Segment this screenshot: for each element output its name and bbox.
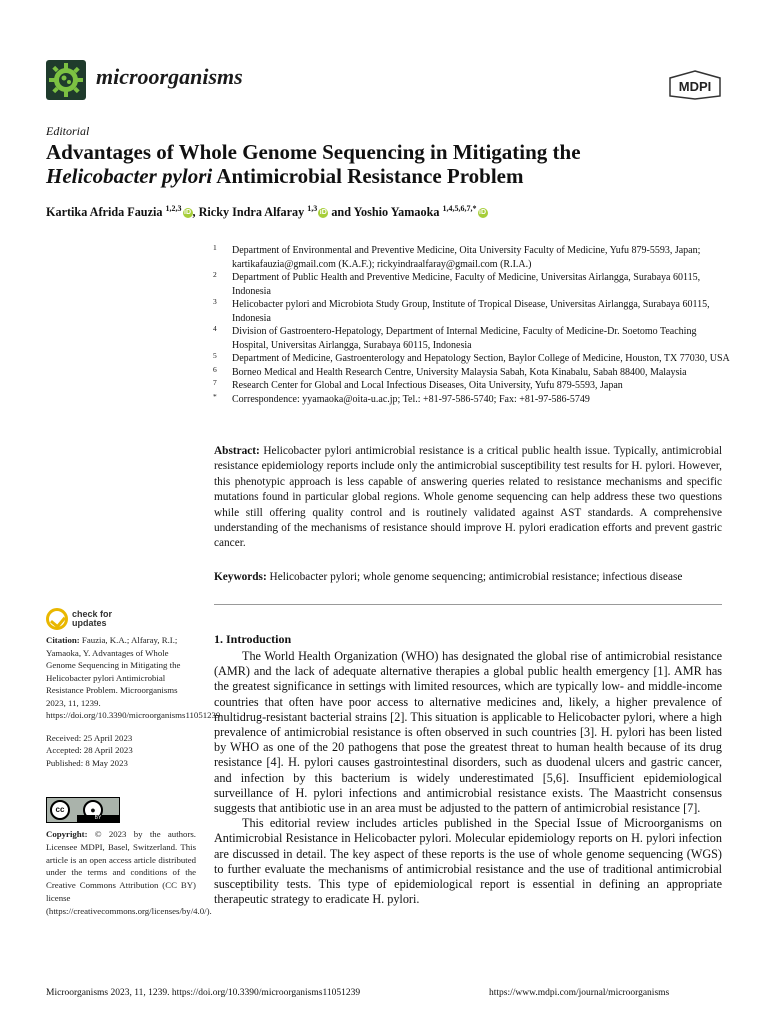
- author-separator: and: [328, 205, 354, 220]
- article-type: Editorial: [46, 124, 90, 138]
- citation-block: [46, 634, 221, 769]
- author-name[interactable]: Kartika Afrida Fauzia: [46, 205, 163, 220]
- affiliation-item: [210, 393, 730, 407]
- intro-paragraph-2: This editorial review includes articles published in the Special Issue of Microorganisms on Antimicrobial Resistance in Helicobacter pylori. Molecular epidemiology reports on H. pylori infection are discussed in detail. The key aspect of these reports is the use of whole genome sequencing (WGS) to further evaluate the mechanisms of antimicrobial resistance and the use of traditional antimicrobial susceptibility tests. This type of epidemiological report is essential in defining an appropriate therapeutic strategy to eradicate H. pylori.: [214, 816, 722, 907]
- affiliation-item: [210, 352, 730, 366]
- intro-paragraph-1: The World Health Organization (WHO) has designated the global rise of antimicrobial resistance (AMR) and the lack of adequate alternative therapies a global public health emergency [1]. AMR has the greatest significance in settings with limited resources, which are typically low- and middle-income countries that often have poor access to alternative medicines and, likely, a higher prevalence of multidrug-resistant bacterial strains [2]. This situation is applicable to Helicobacter pylori, where a high prevalence of antimicrobial resistance is often observed in such countries [3]. H. pylori has been listed by WHO as one of the 20 pathogens that pose the greatest threat to human health because of its drug resistance [4]. H. pylori causes gastrointestinal disorders, such as duodenal ulcers and gastric cancer, and infection by this bacterium is widely underestimated [5,6]. Insufficient epidemiological surveillance of H. pylori infections and antimicrobial resistance exists. The Maastricht consensus suggests that antibiotic use in an area must be adjusted to the pattern of antimicrobial resistance [7].: [214, 649, 722, 816]
- copyright-block: [46, 828, 212, 918]
- affiliation-number: 3: [213, 297, 217, 306]
- publisher-name: MDPI: [678, 79, 712, 94]
- affiliation-item: [210, 379, 730, 393]
- author-affil-sup: 1,3: [307, 204, 318, 213]
- intro-body: [214, 649, 722, 907]
- affiliation-number: *: [213, 391, 217, 401]
- copyright-text: © 2023 by the authors. Licensee MDPI, Basel, Switzerland. This article is an open access article distributed under the terms and conditions of the Creative Commons Attribution (CC BY) license (https://creativecommons.org/licenses/by/4.0/).: [46, 829, 212, 916]
- accepted-date: Accepted: 28 April 2023: [46, 745, 133, 755]
- author-separator: ,: [192, 205, 199, 220]
- affiliation-text: Correspondence: yyamaoka@oita-u.ac.jp; Tel.: +81-97-586-5740; Fax: +81-97-586-5749: [232, 393, 590, 405]
- keywords-label: Keywords:: [214, 571, 267, 583]
- affiliation-text: Department of Environmental and Preventive Medicine, Oita University Faculty of Medicine, Yufu 879-5593, Japan; kartikafauzia@gmail.com (K.A.F.); rickyindraalfaray@gmail.com (R.I.A.): [232, 245, 701, 270]
- abstract-text: Helicobacter pylori antimicrobial resistance is a critical public health issue. Typically, antimicrobial resistance epidemiology reports include only the antimicrobial susceptibility test results for H. pylori. However, this phenotypic approach is less capable of answering queries related to resistance mechanisms and specific mutations found in particular global regions. Whole genome sequencing can help address these two questions while still offering quality control and is routinely validated against AST standards. A comprehensive understanding of the mechanisms of resistance should improve H. pylori eradication efforts and prevent gastric cancer.: [214, 445, 722, 550]
- abstract: [214, 444, 722, 552]
- title-italic: Helicobacter pylori: [46, 164, 213, 188]
- received-date: Received: 25 April 2023: [46, 732, 133, 743]
- orcid-icon[interactable]: iD: [184, 209, 191, 217]
- orcid-icon[interactable]: iD: [479, 209, 487, 217]
- affiliation-number: 7: [213, 378, 217, 387]
- article-title: [46, 140, 726, 188]
- affiliation-text: Helicobacter pylori and Microbiota Study Group, Institute of Tropical Disease, Universitas Airlangga, Surabaya 60115, Indonesia: [232, 299, 710, 324]
- section-heading: 1. Introduction: [214, 632, 292, 646]
- affiliation-item: [210, 325, 730, 352]
- journal-logo: [46, 60, 86, 100]
- check-updates-icon: [46, 608, 68, 630]
- cc-icon: cc: [50, 800, 70, 820]
- affiliation-number: 2: [213, 270, 217, 279]
- title-line2: Antimicrobial Resistance Problem: [212, 164, 524, 188]
- published-date: Published: 8 May 2023: [46, 757, 128, 768]
- affiliation-item: [210, 271, 730, 298]
- orcid-icon[interactable]: iD: [319, 209, 327, 217]
- check-for-updates-badge[interactable]: [46, 608, 166, 632]
- citation-label: Citation:: [46, 635, 80, 645]
- check-updates-line2: updates: [72, 618, 107, 628]
- copyright-label: Copyright:: [46, 829, 88, 839]
- author-affil-sup: 1,4,5,6,7,*: [442, 204, 477, 213]
- affiliation-item: [210, 298, 730, 325]
- author-name[interactable]: Yoshio Yamaoka: [353, 205, 440, 220]
- affiliation-text: Division of Gastroentero-Hepatology, Department of Internal Medicine, Faculty of Medicine-Dr. Soetomo Teaching Hospital, Universitas Airlangga, Surabaya 60115, Indonesia: [232, 326, 697, 351]
- citation-text: Fauzia, K.A.; Alfaray, R.I.; Yamaoka, Y. Advantages of Whole Genome Sequencing in Mitigating the Helicobacter pylori Antimicrobial Resistance Problem. Microorganisms 2023, 11, 1239. https://doi.org/10.3390/microorganisms11051239: [46, 635, 221, 720]
- affiliation-number: 1: [213, 243, 217, 252]
- footer-citation: Microorganisms 2023, 11, 1239. https://doi.org/10.3390/microorganisms11051239: [46, 988, 361, 998]
- person-icon: ●: [83, 800, 103, 820]
- affiliation-item: [210, 366, 730, 380]
- footer-journal-url[interactable]: https://www.mdpi.com/journal/microorganisms: [489, 988, 670, 998]
- affiliation-list: [210, 244, 730, 406]
- publisher-logo: [668, 70, 722, 105]
- author-name[interactable]: Ricky Indra Alfaray: [198, 205, 305, 220]
- affiliation-text: Research Center for Global and Local Infectious Diseases, Oita University, Yufu 879-5593, Japan: [232, 380, 623, 391]
- keywords-text: Helicobacter pylori; whole genome sequencing; antimicrobial resistance; infectious disease: [269, 571, 683, 583]
- affiliation-item: [210, 244, 730, 271]
- affiliation-number: 4: [213, 324, 217, 333]
- affiliation-text: Department of Public Health and Preventive Medicine, Faculty of Medicine, Universitas Airlangga, Surabaya 60115, Indonesia: [232, 272, 701, 297]
- title-line1: Advantages of Whole Genome Sequencing in Mitigating the: [46, 140, 581, 164]
- journal-name: microorganisms: [96, 64, 243, 89]
- affiliation-number: 5: [213, 351, 217, 360]
- affiliation-number: 6: [213, 364, 217, 374]
- author-list: [46, 204, 726, 220]
- affiliation-text: Department of Medicine, Gastroenterology and Hepatology Section, Baylor College of Medicine, Houston, TX 77030, USA: [232, 353, 730, 364]
- license-by-label: BY: [77, 815, 119, 822]
- section-divider: [214, 604, 722, 605]
- author-affil-sup: 1,2,3: [165, 204, 182, 213]
- check-updates-line1: check for: [72, 609, 113, 619]
- cc-license-badge[interactable]: [46, 797, 120, 823]
- abstract-label: Abstract:: [214, 445, 260, 457]
- keywords: [214, 570, 722, 585]
- affiliation-text: Borneo Medical and Health Research Centre, University Malaysia Sabah, Kota Kinabalu, Sabah 88400, Malaysia: [232, 366, 687, 378]
